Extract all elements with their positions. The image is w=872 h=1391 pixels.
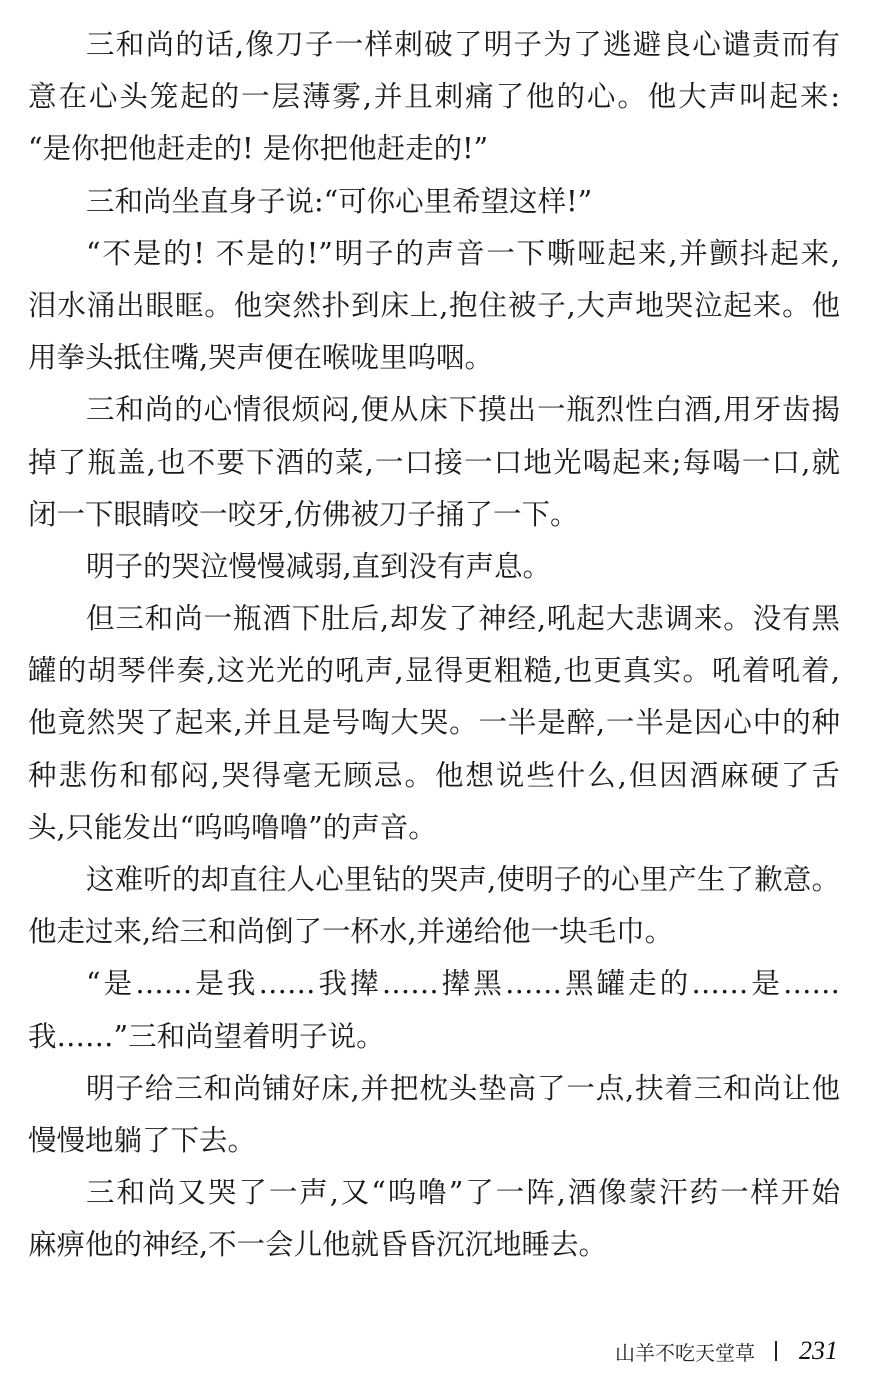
paragraph [28, 176, 840, 228]
paragraph [28, 228, 840, 385]
text-line: 麻痹他的神经,不一会儿他就昏昏沉沉地睡去。 [28, 1228, 608, 1262]
text-line: 三和尚的心情很烦闷,便从床下摸出一瓶烈性白酒,用牙齿揭 [86, 393, 840, 427]
paragraph [28, 958, 840, 1062]
text-line: 慢慢地躺了下去。 [28, 1123, 257, 1157]
text-line: 但三和尚一瓶酒下肚后,却发了神经,吼起大悲调来。没有黑 [86, 602, 840, 636]
text-line: 三和尚坐直身子说:“可你心里希望这样!” [86, 184, 593, 218]
paragraph [28, 541, 840, 593]
text-line: 这难听的却直往人心里钻的哭声,使明子的心里产生了歉意。 [86, 863, 840, 896]
body-text [28, 19, 840, 1272]
paragraph [28, 1167, 840, 1271]
text-line: 掉了瓶盖,也不要下酒的菜,一口接一口地光喝起来;每喝一口,就 [28, 445, 840, 479]
paragraph [28, 19, 840, 176]
paragraph [28, 854, 840, 958]
running-title: 山羊不吃天堂草 [615, 1340, 755, 1365]
text-line: 用拳头抵住嘴,哭声便在喉咙里呜咽。 [28, 341, 494, 375]
paragraph [28, 593, 840, 854]
text-line: 三和尚的话,像刀子一样刺破了明子为了逃避良心谴责而有 [86, 28, 840, 61]
paragraph [28, 1063, 840, 1167]
text-line: 罐的胡琴伴奏,这光光的吼声,显得更粗糙,也更真实。吼着吼着, [28, 654, 840, 688]
text-line: 他竟然哭了起来,并且是号啕大哭。一半是醉,一半是因心中的种 [28, 706, 840, 740]
text-line: 意在心头笼起的一层薄雾,并且刺痛了他的心。他大声叫起来: [28, 80, 840, 114]
text-line: 明子的哭泣慢慢减弱,直到没有声息。 [86, 549, 552, 583]
text-line: 明子给三和尚铺好床,并把枕头垫高了一点,扶着三和尚让他 [86, 1071, 840, 1105]
text-line: “是……是我……我撵……撵黑……黑罐走的……是…… [86, 967, 840, 1001]
text-line: 头,只能发出“呜呜噜噜”的声音。 [28, 810, 437, 844]
text-line: “不是的! 不是的!”明子的声音一下嘶哑起来,并颤抖起来, [86, 236, 840, 270]
page-footer [615, 1333, 838, 1369]
text-line: 他走过来,给三和尚倒了一杯水,并递给他一块毛巾。 [28, 915, 674, 949]
text-line: 闭一下眼睛咬一咬牙,仿佛被刀子捅了一下。 [28, 497, 579, 531]
text-line: 三和尚又哭了一声,又“呜噜”了一阵,酒像蒙汗药一样开始 [86, 1176, 840, 1210]
text-line: 我……”三和尚望着明子说。 [28, 1019, 385, 1053]
paragraph [28, 384, 840, 541]
text-line: “是你把他赶走的! 是你把他赶走的!” [28, 132, 489, 166]
text-line: 种悲伤和郁闷,哭得毫无顾忌。他想说些什么,但因酒麻硬了舌 [28, 758, 840, 792]
text-line: 泪水涌出眼眶。他突然扑到床上,抱住被子,大声地哭泣起来。他 [28, 288, 840, 322]
footer-divider [775, 1341, 777, 1361]
page-number: 231 [799, 1336, 838, 1365]
